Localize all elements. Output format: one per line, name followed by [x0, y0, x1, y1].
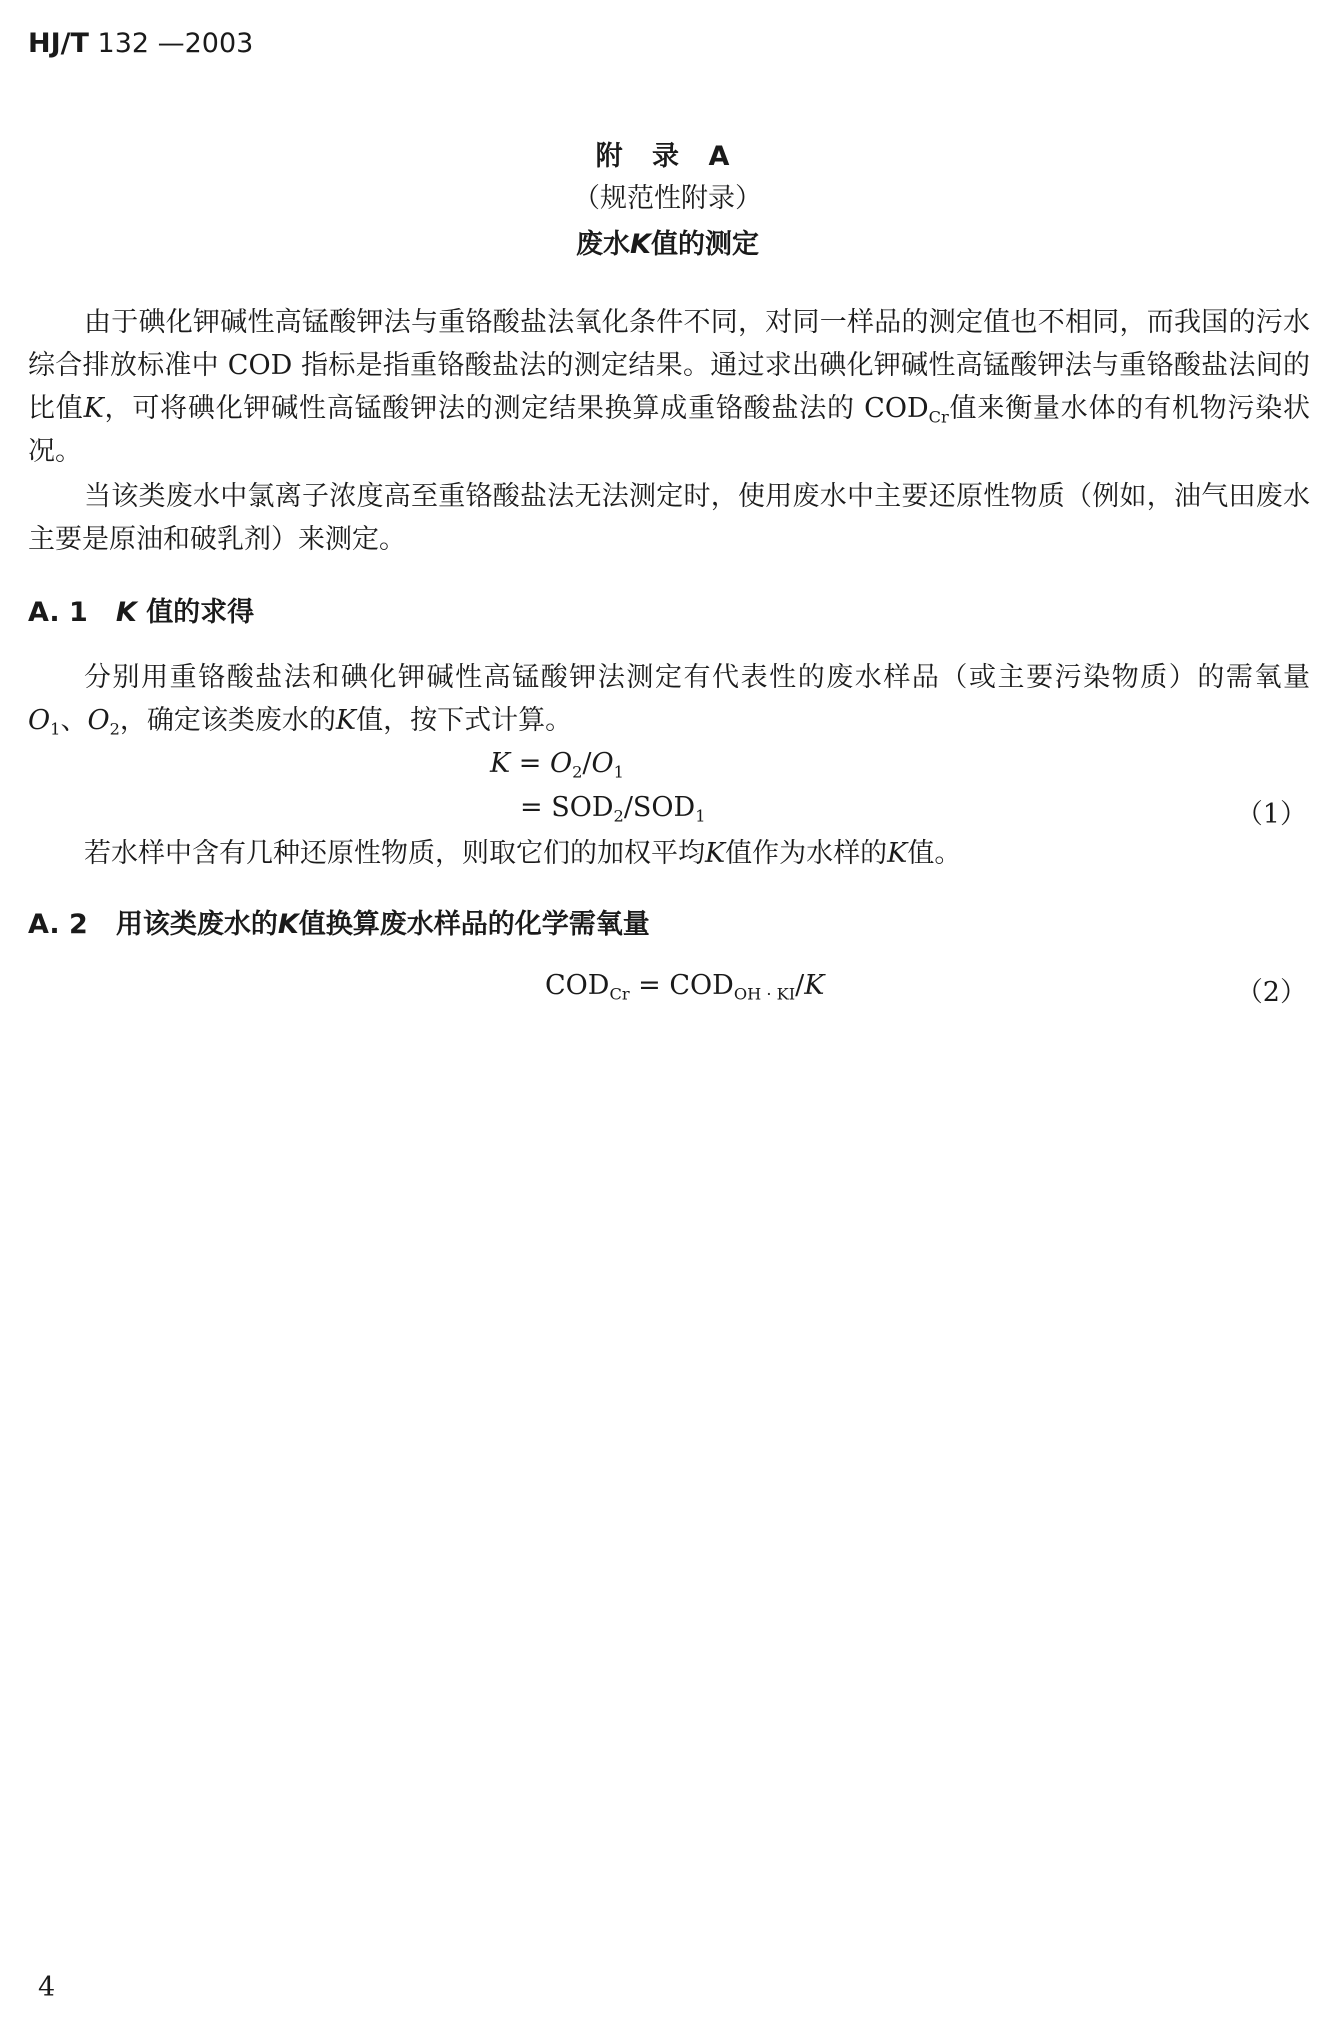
sod-symbol: SOD [551, 792, 614, 823]
standard-code: HJ/T [28, 28, 89, 59]
k-symbol: K [83, 393, 104, 424]
section-a1-heading [28, 590, 254, 629]
subscript: 2 [109, 719, 120, 739]
text-run: 若水样中含有几种还原性物质，则取它们的加权平均 [84, 838, 705, 869]
subscript: OH · KI [733, 984, 796, 1004]
title-part: 值的测定 [650, 229, 759, 260]
k-symbol: K [115, 597, 137, 628]
section-a1-after [28, 832, 1310, 875]
subscript: 1 [613, 762, 624, 782]
k-symbol: K [335, 705, 357, 736]
formula-1-line-1 [490, 748, 624, 782]
section-title: 用该类废水的 [115, 909, 278, 940]
text-run: 值作为水样的 [725, 838, 888, 869]
formula-1-line-2 [520, 792, 706, 826]
slash: / [795, 970, 805, 1001]
o-symbol: O [549, 748, 573, 779]
slash: / [582, 748, 592, 779]
k-symbol: K [804, 970, 825, 1001]
o-symbol: O [591, 748, 614, 779]
equation-number-1: （1） [1235, 799, 1307, 830]
equals: = [510, 748, 550, 779]
k-symbol: K [490, 748, 511, 779]
section-title: 值的求得 [146, 597, 255, 628]
section-a2-heading [28, 902, 650, 941]
o-symbol: O [28, 705, 51, 736]
intro-paragraph-2: 当该类废水中氯离子浓度高至重铬酸盐法无法测定时，使用废水中主要还原性物质（例如，油气田废水主要是原油和破乳剂）来测定。 [28, 481, 1310, 555]
section-number: A. 1 [28, 597, 88, 628]
k-symbol: K [277, 909, 299, 940]
appendix-label: 附 录 A [595, 141, 740, 172]
text-run: ，可将碘化钾碱性高锰酸钾法的测定结果换算成重铬酸盐法的 COD [103, 393, 929, 424]
intro-paragraph-1 [28, 301, 1310, 473]
k-symbol: K [887, 838, 908, 869]
text-run: 、 [60, 705, 88, 736]
document-header [28, 28, 253, 59]
text-run: 值来衡量水体的有机物污染状况。 [28, 393, 1310, 467]
cod-symbol: COD [669, 970, 734, 1001]
equals: = [629, 970, 670, 1001]
subscript: 2 [572, 762, 583, 782]
subscript: 2 [613, 806, 624, 826]
sod-symbol: SOD [632, 792, 696, 823]
title-part: 废水 [576, 229, 631, 260]
text-run: 分别用重铬酸盐法和碘化钾碱性高锰酸钾法测定有代表性的废水样品（或主要污染物质）的需氧量 [84, 662, 1310, 693]
page-number: 4 [38, 1972, 56, 2003]
subscript: Cr [609, 984, 630, 1004]
section-title: 值换算废水样品的化学需氧量 [298, 909, 650, 940]
cod-symbol: COD [545, 970, 610, 1001]
subscript: 1 [695, 806, 706, 826]
equation-number-2: （2） [1235, 977, 1307, 1008]
text-run: 值。 [907, 838, 962, 869]
appendix-normative: （规范性附录） [573, 183, 762, 214]
text-run: 由于碘化钾碱性高锰酸钾法与重铬酸盐法氧化条件不同，对同一样品的测定值也不相同，而我国的污水综合排放标准中 COD 指标是指重铬酸盐法的测定结果。通过求出碘化钾碱性高锰酸钾法与重铬酸盐法间的比值 [28, 307, 1310, 424]
title-k: K [630, 229, 651, 260]
k-symbol: K [705, 838, 726, 869]
text-run: 值，按下式计算。 [356, 705, 573, 736]
subscript: Cr [928, 407, 949, 427]
standard-number: 132 —2003 [97, 28, 254, 59]
equals: = [520, 792, 552, 823]
formula-2 [545, 970, 825, 1004]
section-a1-paragraph [28, 656, 1310, 742]
text-run: ，确定该类废水的 [119, 705, 336, 736]
o-symbol: O [87, 705, 110, 736]
subscript: 1 [50, 719, 61, 739]
slash: / [623, 792, 633, 823]
section-number: A. 2 [28, 909, 88, 940]
appendix-title [0, 222, 1335, 261]
